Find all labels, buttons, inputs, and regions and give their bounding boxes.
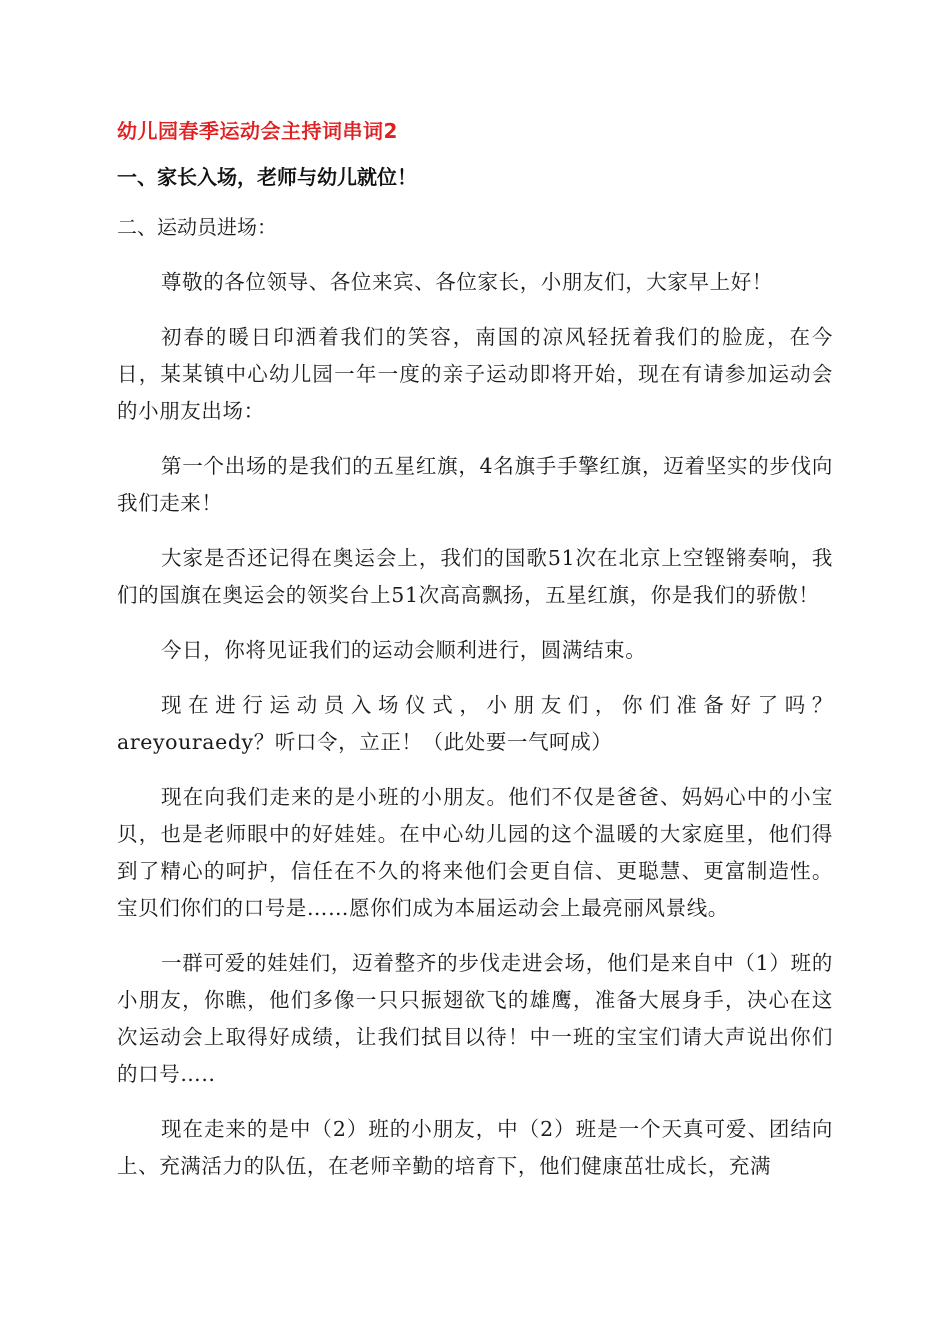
paragraph-witness: 今日，你将见证我们的运动会顺利进行，圆满结束。 — [161, 638, 647, 662]
paragraph-middle-class-2: 现在走来的是中（2）班的小朋友，中（2）班是一个天真可爱、团结向上、充满活力的队伍，在老师辛勤的培育下，他们健康茁壮成长，充满 — [117, 1117, 833, 1178]
document-body — [117, 116, 833, 1203]
section-heading-parents-entry: 一、家长入场，老师与幼儿就位！ — [117, 165, 417, 189]
paragraph-ceremony: 现在进行运动员入场仪式，小朋友们，你们准备好了吗？areyouraedy？听口令，立正！（此处要一气呵成） — [117, 693, 833, 754]
document-title: 幼儿园春季运动会主持词串词2 — [117, 119, 398, 143]
paragraph-olympics: 大家是否还记得在奥运会上，我们的国歌51次在北京上空铿锵奏响，我们的国旗在奥运会的领奖台上51次高高飘扬，五星红旗，你是我们的骄傲！ — [117, 546, 833, 607]
paragraph-flag-bearers: 第一个出场的是我们的五星红旗，4名旗手手擎红旗，迈着坚实的步伐向我们走来！ — [117, 454, 833, 515]
paragraph-greeting: 尊敬的各位领导、各位来宾、各位家长，小朋友们，大家早上好！ — [161, 270, 773, 294]
paragraph-middle-class-1: 一群可爱的娃娃们，迈着整齐的步伐走进会场，他们是来自中（1）班的小朋友，你瞧，他们多像一只只振翅欲飞的雄鹰，准备大展身手，决心在这次运动会上取得好成绩，让我们拭目以待！中一班的宝宝们请大声说出你们的口号….． — [117, 951, 833, 1086]
paragraph-small-class: 现在向我们走来的是小班的小朋友。他们不仅是爸爸、妈妈心中的小宝贝，也是老师眼中的好娃娃。在中心幼儿园的这个温暖的大家庭里，他们得到了精心的呵护，信任在不久的将来他们会更自信、更聪慧、更富制造性。宝贝们你们的口号是……愿你们成为本届运动会上最亮丽风景线。 — [117, 785, 833, 920]
section-heading-athletes-entry: 二、运动员进场： — [117, 215, 277, 239]
paragraph-opening: 初春的暖日印洒着我们的笑容，南国的凉风轻抚着我们的脸庞，在今日，某某镇中心幼儿园一年一度的亲子运动即将开始，现在有请参加运动会的小朋友出场： — [117, 325, 833, 423]
